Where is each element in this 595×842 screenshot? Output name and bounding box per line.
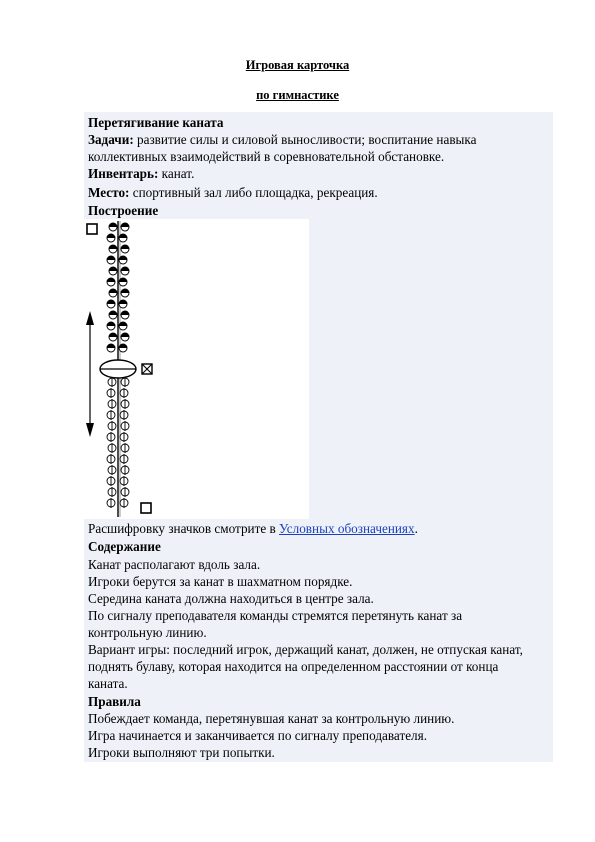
filled-player-icon bbox=[107, 300, 115, 308]
content-line: Канат располагают вдоль зала. bbox=[88, 557, 261, 572]
open-player-icon bbox=[108, 421, 116, 431]
place-line bbox=[88, 184, 378, 201]
open-player-icon bbox=[108, 487, 116, 497]
tasks-line-2: коллективных взаимодействий в соревновательной обстановке. bbox=[88, 149, 445, 164]
filled-player-icon bbox=[119, 322, 127, 330]
open-player-icon bbox=[108, 465, 116, 475]
formation-heading: Построение bbox=[88, 203, 159, 218]
filled-player-icon bbox=[109, 333, 117, 341]
filled-player-icon bbox=[109, 311, 117, 319]
open-player-icon bbox=[108, 443, 116, 453]
page-subtitle: по гимнастике bbox=[256, 88, 339, 102]
filled-player-icon bbox=[121, 245, 129, 253]
filled-player-icon bbox=[119, 344, 127, 352]
content-heading: Содержание bbox=[88, 539, 161, 554]
game-title: Перетягивание каната bbox=[88, 115, 224, 130]
filled-player-icon bbox=[107, 234, 115, 242]
place-text: спортивный зал либо площадка, рекреация. bbox=[129, 185, 378, 200]
formation-diagram bbox=[84, 219, 309, 519]
legend-line bbox=[88, 520, 418, 537]
content-line: каната. bbox=[88, 676, 128, 691]
place-label: Место: bbox=[88, 185, 130, 200]
inventory-line bbox=[88, 165, 194, 182]
open-player-icon bbox=[121, 399, 129, 409]
filled-player-icon bbox=[121, 223, 129, 231]
filled-player-icon bbox=[109, 245, 117, 253]
open-player-icon bbox=[121, 487, 129, 497]
filled-player-icon bbox=[119, 256, 127, 264]
filled-player-icon bbox=[121, 333, 129, 341]
content-line: Игроки берутся за канат в шахматном порядке. bbox=[88, 574, 353, 589]
open-player-icon bbox=[107, 498, 115, 508]
rules-line: Игроки выполняют три попытки. bbox=[88, 745, 275, 760]
open-player-icon bbox=[120, 388, 128, 398]
inventory-label: Инвентарь: bbox=[88, 166, 159, 181]
open-player-icon bbox=[120, 498, 128, 508]
filled-player-icon bbox=[107, 322, 115, 330]
rules-heading: Правила bbox=[88, 694, 141, 709]
open-player-icon bbox=[121, 421, 129, 431]
open-player-icon bbox=[120, 476, 128, 486]
filled-player-icon bbox=[119, 234, 127, 242]
filled-player-icon bbox=[107, 278, 115, 286]
filled-player-icon bbox=[109, 223, 117, 231]
open-player-icon bbox=[107, 454, 115, 464]
open-player-icon bbox=[121, 443, 129, 453]
open-player-icon bbox=[120, 454, 128, 464]
filled-player-icon bbox=[107, 256, 115, 264]
filled-player-icon bbox=[119, 278, 127, 286]
filled-player-icon bbox=[109, 289, 117, 297]
open-player-icon bbox=[121, 465, 129, 475]
filled-player-icon bbox=[107, 344, 115, 352]
square-marker-icon bbox=[141, 503, 151, 513]
filled-player-icon bbox=[121, 289, 129, 297]
content-line: По сигналу преподавателя команды стремятся перетянуть канат за bbox=[88, 608, 463, 623]
formation-diagram-svg bbox=[84, 219, 309, 519]
filled-player-icon bbox=[109, 267, 117, 275]
filled-player-icon bbox=[119, 300, 127, 308]
tasks-label: Задачи: bbox=[88, 132, 134, 147]
rules-line: Побеждает команда, перетянувшая канат за контрольную линию. bbox=[88, 711, 455, 726]
open-player-icon bbox=[120, 432, 128, 442]
legend-suffix: . bbox=[414, 521, 418, 536]
square-marker-icon bbox=[87, 224, 97, 234]
open-player-icon bbox=[120, 410, 128, 420]
inventory-text: канат. bbox=[158, 166, 195, 181]
open-player-icon bbox=[107, 388, 115, 398]
tasks-line-1 bbox=[88, 131, 476, 148]
content-line: поднять булаву, которая находится на определенном расстоянии от конца bbox=[88, 659, 499, 674]
filled-player-icon bbox=[121, 267, 129, 275]
page-title: Игровая карточка bbox=[245, 58, 350, 72]
content-line: контрольную линию. bbox=[88, 625, 207, 640]
open-player-icon bbox=[108, 399, 116, 409]
open-player-icon bbox=[121, 377, 129, 387]
open-player-icon bbox=[107, 432, 115, 442]
open-player-icon bbox=[107, 410, 115, 420]
tasks-text: развитие силы и силовой выносливости; воспитание навыка bbox=[133, 132, 477, 147]
content-line: Середина каната должна находиться в центре зала. bbox=[88, 591, 374, 606]
legend-prefix: Расшифровку значков смотрите в bbox=[88, 521, 280, 536]
rules-line: Игра начинается и заканчивается по сигналу преподавателя. bbox=[88, 728, 428, 743]
open-player-icon bbox=[107, 476, 115, 486]
filled-player-icon bbox=[121, 311, 129, 319]
legend-link[interactable]: Условных обозначениях bbox=[279, 521, 415, 536]
content-line: Вариант игры: последний игрок, держащий канат, должен, не отпуская канат, bbox=[88, 642, 523, 657]
